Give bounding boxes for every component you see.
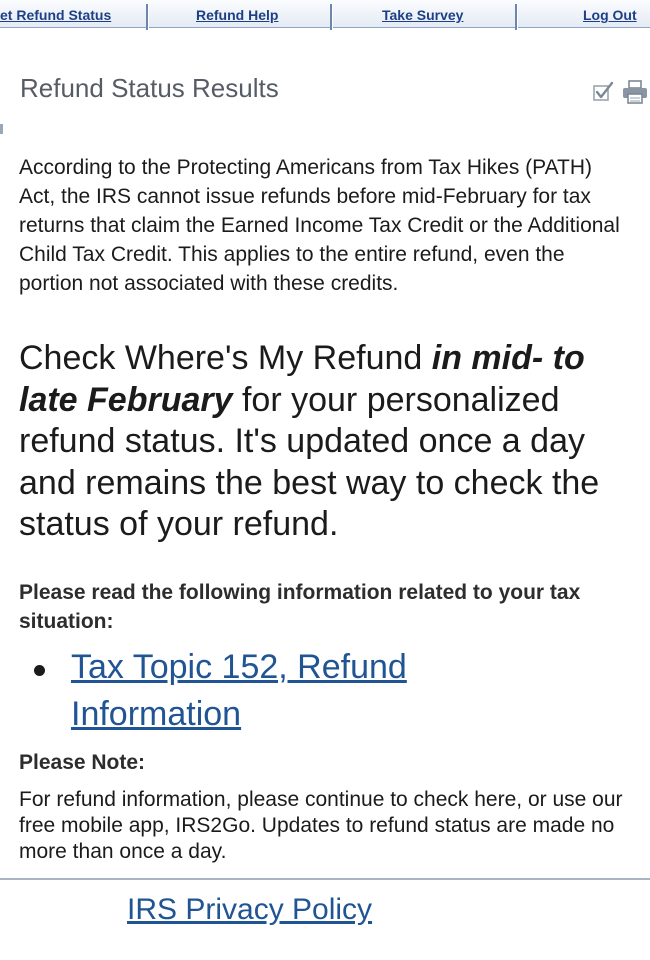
- check-message-suffix: for your personalized refund status. It's updated once a day and remains the best way to check the status of your refund.: [19, 380, 600, 543]
- bullet-icon: [34, 665, 45, 676]
- footer-divider: [0, 878, 650, 880]
- path-act-notice: According to the Protecting Americans from Tax Hikes (PATH) Act, the IRS cannot issue refunds before mid-February for tax returns that claim the Earned Income Tax Credit or the Additional Child Tax Credit. This applies to the entire refund, even the portion not associated with these credits.: [19, 156, 620, 295]
- related-info-heading: Please read the following information related to your tax situation:: [19, 581, 581, 633]
- nav-separator: [330, 4, 332, 30]
- check-refund-message: [19, 338, 644, 546]
- nav-separator: [146, 4, 148, 30]
- tab-refund-help[interactable]: Refund Help: [196, 7, 279, 23]
- tab-log-out[interactable]: Log Out: [583, 7, 637, 23]
- privacy-policy-link[interactable]: IRS Privacy Policy: [127, 893, 373, 926]
- tab-get-refund-status[interactable]: et Refund Status: [0, 7, 112, 23]
- edge-marker: [0, 124, 3, 134]
- nav-separator: [515, 4, 517, 30]
- printer-icon[interactable]: [622, 80, 648, 109]
- check-message-prefix: Check Where's My Refund: [19, 339, 432, 377]
- checkmark-edit-icon[interactable]: [592, 80, 616, 109]
- tax-topic-152-link[interactable]: Tax Topic 152, Refund Information: [71, 648, 407, 733]
- tab-take-survey[interactable]: Take Survey: [382, 7, 464, 23]
- page-title: Refund Status Results: [20, 73, 279, 103]
- top-navigation: [0, 0, 650, 28]
- page-tools: [592, 80, 650, 104]
- note-heading: Please Note:: [19, 751, 146, 774]
- check-message-emphasis: in mid- to late February: [19, 339, 585, 419]
- note-text: For refund information, please continue to check here, or use our free mobile app, IRS2Go. Updates to refund status are made no more than once a day.: [19, 788, 623, 863]
